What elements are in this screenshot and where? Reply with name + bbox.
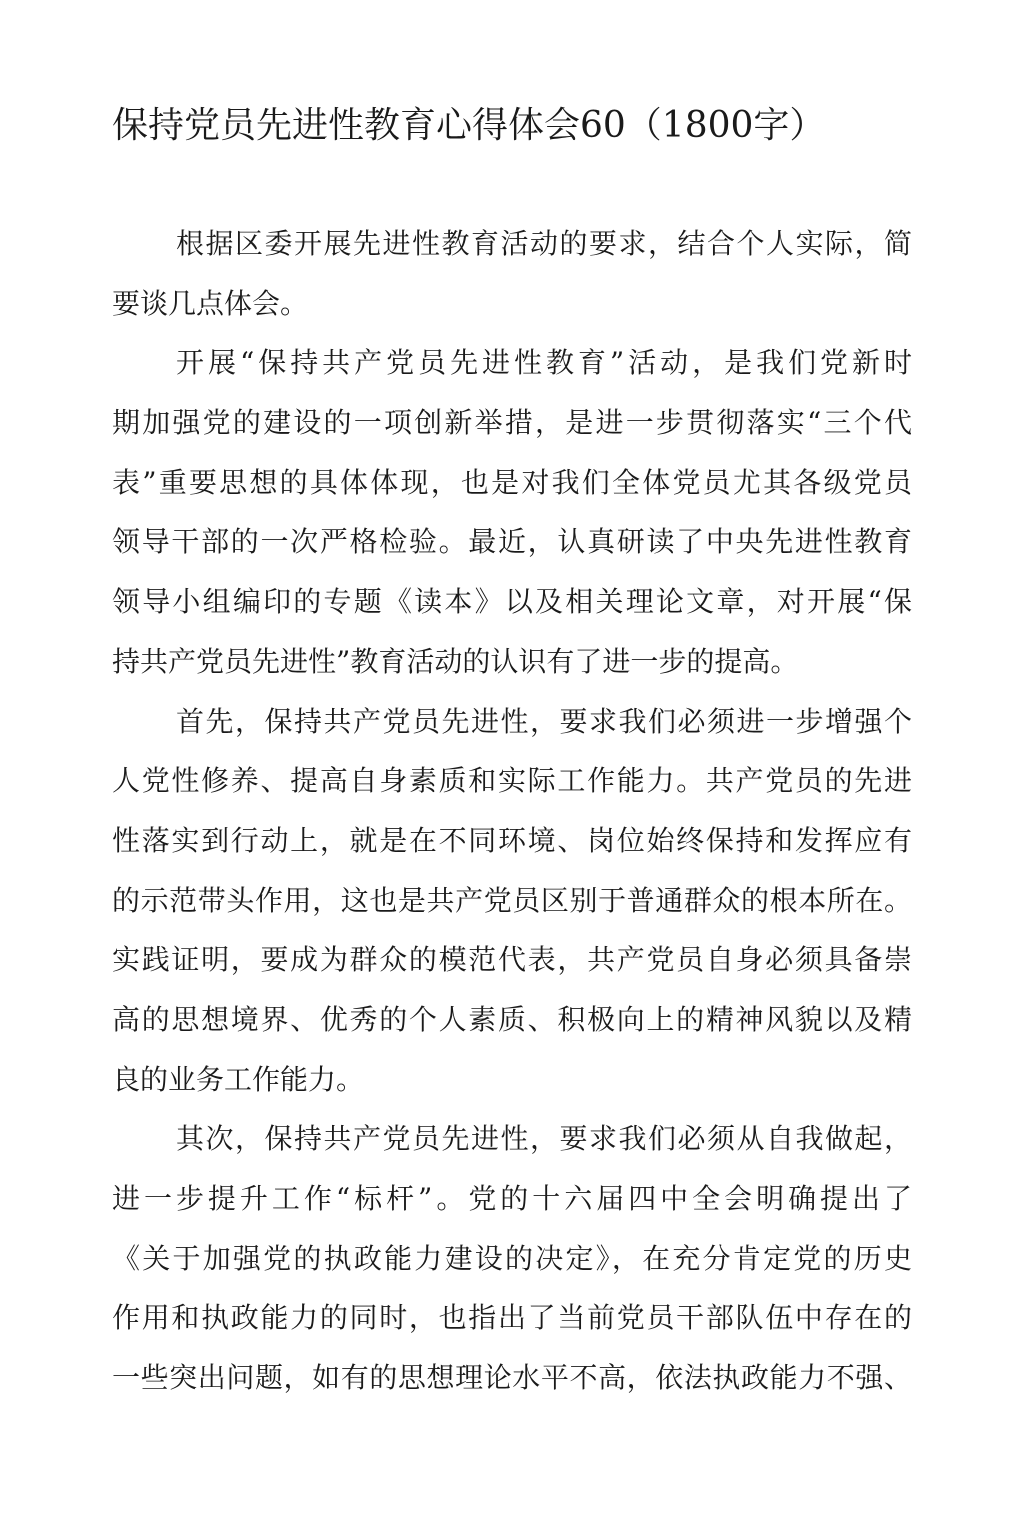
text-line: 领导干部的一次严格检验。最近，认真研读了中央先进性教育	[112, 525, 912, 559]
text-line: 进一步提升工作“标杆”。党的十六届四中全会明确提出了	[112, 1182, 912, 1215]
text-line: 要谈几点体会。	[112, 286, 309, 320]
text-line: 人党性修养、提高自身素质和实际工作能力。共产党员的先进	[112, 764, 912, 798]
text-line: 实践证明，要成为群众的模范代表，共产党员自身必须具备崇	[112, 943, 912, 977]
text-line: 其次，保持共产党员先进性，要求我们必须从自我做起，	[176, 1122, 912, 1156]
text-line: 作用和执政能力的同时，也指出了当前党员干部队伍中存在的	[112, 1301, 912, 1335]
text-line: 根据区委开展先进性教育活动的要求，结合个人实际，简	[176, 227, 912, 260]
text-line: 期加强党的建设的一项创新举措，是进一步贯彻落实“三个代	[112, 406, 912, 440]
document-title: 保持党员先进性教育心得体会60（1800字）	[112, 105, 826, 146]
text-line: 高的思想境界、优秀的个人素质、积极向上的精神风貌以及精	[112, 1002, 912, 1036]
text-line: 《关于加强党的执政能力建设的决定》，在充分肯定党的历史	[112, 1241, 912, 1275]
text-line: 良的业务工作能力。	[112, 1062, 365, 1096]
text-line: 开展“保持共产党员先进性教育”活动，是我们党新时	[176, 346, 912, 380]
text-line: 表”重要思想的具体体现，也是对我们全体党员尤其各级党员	[112, 465, 912, 499]
text-line: 领导小组编印的专题《读本》以及相关理论文章，对开展“保	[112, 585, 912, 619]
text-line: 首先，保持共产党员先进性，要求我们必须进一步增强个	[176, 704, 912, 738]
text-line: 性落实到行动上，就是在不同环境、岗位始终保持和发挥应有	[112, 823, 912, 857]
text-line: 持共产党员先进性”教育活动的认识有了进一步的提高。	[112, 644, 799, 678]
text-line: 一些突出问题，如有的思想理论水平不高，依法执政能力不强、	[112, 1361, 912, 1395]
text-line: 的示范带头作用，这也是共产党员区别于普通群众的根本所在。	[112, 883, 912, 917]
document-body	[112, 214, 912, 1408]
